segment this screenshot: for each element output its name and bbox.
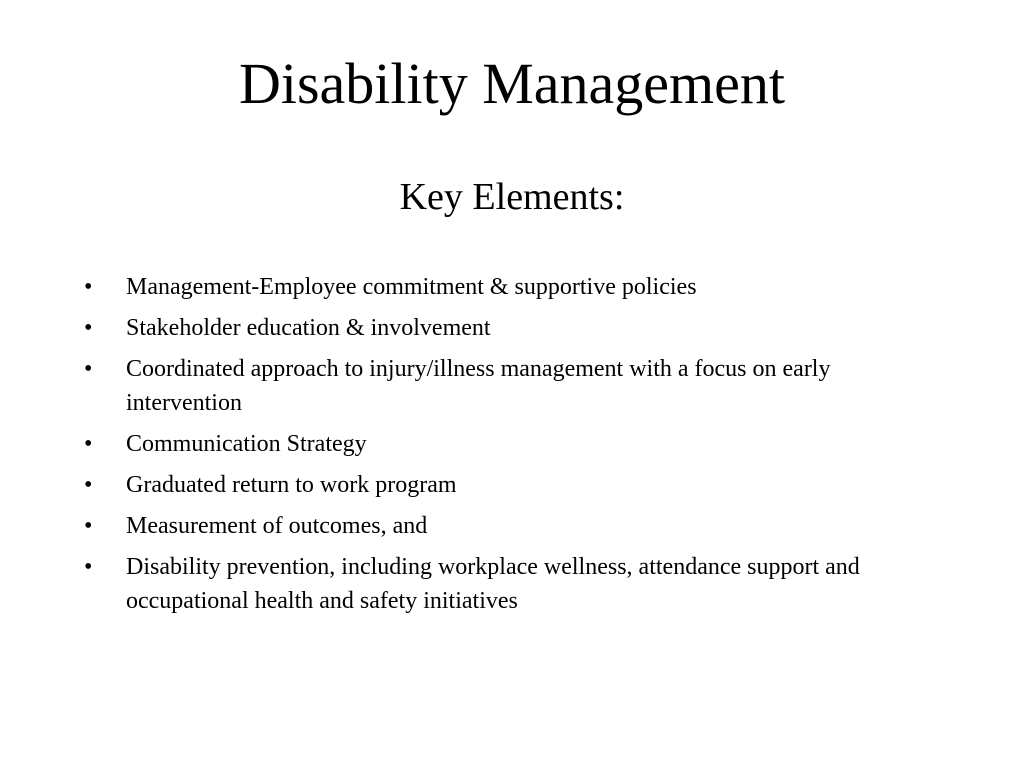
slide-subtitle: Key Elements:: [399, 176, 625, 218]
list-item: [84, 427, 914, 461]
slide-title: Disability Management: [238, 51, 786, 116]
bullet-icon: •: [84, 356, 93, 382]
list-item-text: Stakeholder education & involvement: [126, 315, 491, 341]
list-item-text: Graduated return to work program: [126, 472, 457, 498]
list-item: [84, 468, 914, 502]
bullet-icon: •: [84, 315, 93, 341]
list-item: [84, 352, 914, 420]
list-item: [84, 509, 914, 543]
list-item-text: Disability prevention, including workplace wellness, attendance support and occupational health and safety initiatives: [126, 554, 860, 614]
list-item: [84, 311, 914, 345]
list-item: [84, 550, 914, 618]
list-item: [84, 270, 914, 304]
list-item-text: Communication Strategy: [126, 431, 367, 457]
list-item-text: Coordinated approach to injury/illness management with a focus on early intervention: [126, 356, 831, 416]
list-item-text: Measurement of outcomes, and: [126, 513, 428, 539]
list-item-text: Management-Employee commitment & supportive policies: [126, 274, 697, 300]
bullet-icon: •: [84, 513, 93, 539]
bullet-icon: •: [84, 274, 93, 300]
bullet-icon: •: [84, 431, 93, 457]
bullet-icon: •: [84, 472, 93, 498]
bullet-icon: •: [84, 554, 93, 580]
bullet-list: [84, 270, 914, 625]
